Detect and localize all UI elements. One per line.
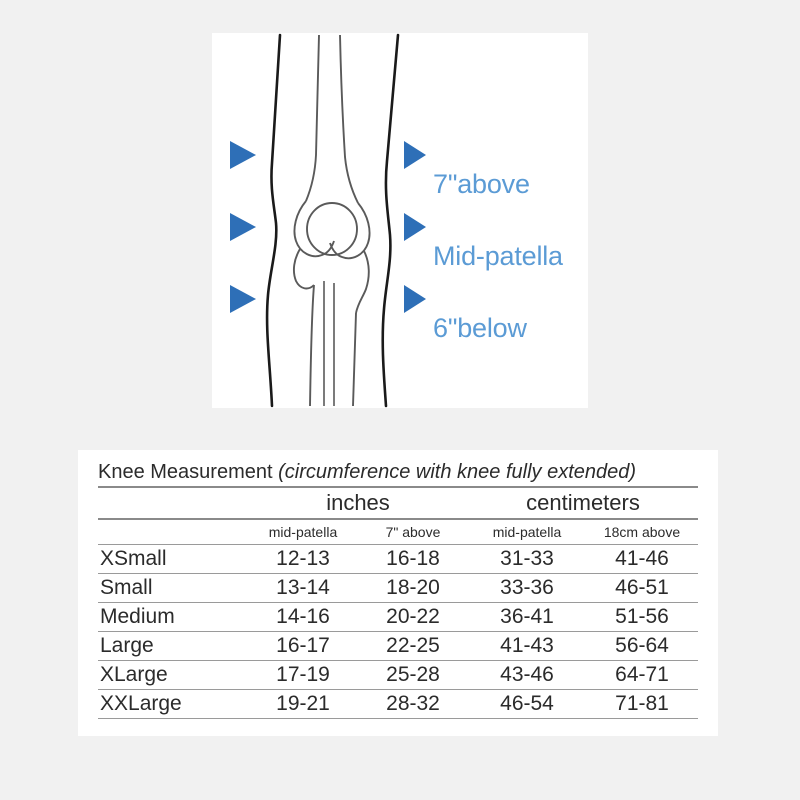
- cell-inches-7-above: 18-20: [358, 574, 468, 603]
- cell-cm-mid-patella: 46-54: [468, 690, 586, 719]
- row-size-label: XLarge: [98, 661, 248, 690]
- cell-inches-mid-patella: 14-16: [248, 603, 358, 632]
- group-header-centimeters: centimeters: [468, 487, 698, 519]
- cell-inches-7-above: 25-28: [358, 661, 468, 690]
- table-row: [98, 545, 698, 574]
- arrow-right-7-above: [230, 141, 256, 169]
- subheader-cm-18cm-above: 18cm above: [586, 519, 698, 545]
- leg-outline-left: [267, 35, 280, 406]
- cell-cm-18cm-above: 41-46: [586, 545, 698, 574]
- cell-inches-mid-patella: 12-13: [248, 545, 358, 574]
- table-row: [98, 632, 698, 661]
- cell-inches-mid-patella: 16-17: [248, 632, 358, 661]
- cell-cm-18cm-above: 64-71: [586, 661, 698, 690]
- arrow-left-7-above: [404, 141, 426, 169]
- knee-diagram-card: [212, 33, 588, 408]
- cell-cm-mid-patella: 41-43: [468, 632, 586, 661]
- cell-inches-7-above: 28-32: [358, 690, 468, 719]
- table-row: [98, 661, 698, 690]
- arrow-right-6-below: [230, 285, 256, 313]
- cell-cm-18cm-above: 56-64: [586, 632, 698, 661]
- cell-inches-7-above: 22-25: [358, 632, 468, 661]
- cell-cm-18cm-above: 71-81: [586, 690, 698, 719]
- row-size-label: Small: [98, 574, 248, 603]
- row-size-label: Large: [98, 632, 248, 661]
- cell-inches-7-above: 20-22: [358, 603, 468, 632]
- cell-cm-mid-patella: 36-41: [468, 603, 586, 632]
- label-7-above: 7"above: [433, 169, 530, 199]
- row-size-label: XXLarge: [98, 690, 248, 719]
- cell-inches-mid-patella: 17-19: [248, 661, 358, 690]
- subheader-inches-mid-patella: mid-patella: [248, 519, 358, 545]
- table-subheader-row: [98, 519, 698, 545]
- knee-measurement-table: [98, 456, 698, 719]
- table-row: [98, 690, 698, 719]
- label-mid-patella: Mid-patella: [433, 241, 563, 271]
- subheader-size: [98, 519, 248, 545]
- arrow-right-mid-patella: [230, 213, 256, 241]
- cell-inches-mid-patella: 13-14: [248, 574, 358, 603]
- size-chart-panel: [78, 450, 718, 736]
- group-header-inches: inches: [248, 487, 468, 519]
- femur-shaft-left: [306, 35, 319, 201]
- table-title-note: (circumference with knee fully extended): [278, 461, 637, 483]
- group-header-spacer: [98, 487, 248, 519]
- table-title-main: Knee Measurement: [98, 461, 279, 483]
- subheader-cm-mid-patella: mid-patella: [468, 519, 586, 545]
- cell-cm-18cm-above: 51-56: [586, 603, 698, 632]
- table-title-row: [98, 456, 698, 487]
- cell-inches-mid-patella: 19-21: [248, 690, 358, 719]
- cell-inches-7-above: 16-18: [358, 545, 468, 574]
- arrow-left-mid-patella: [404, 213, 426, 241]
- cell-cm-18cm-above: 46-51: [586, 574, 698, 603]
- table-row: [98, 574, 698, 603]
- row-size-label: Medium: [98, 603, 248, 632]
- cell-cm-mid-patella: 31-33: [468, 545, 586, 574]
- knee-diagram-svg: [212, 33, 588, 408]
- table-group-header-row: [98, 487, 698, 519]
- femur-shaft-right: [340, 35, 358, 203]
- tibia-plateau-lateral: [356, 251, 369, 313]
- subheader-inches-7-above: 7" above: [358, 519, 468, 545]
- table-title: [98, 456, 698, 487]
- cell-cm-mid-patella: 43-46: [468, 661, 586, 690]
- row-size-label: XSmall: [98, 545, 248, 574]
- cell-cm-mid-patella: 33-36: [468, 574, 586, 603]
- label-6-below: 6"below: [433, 313, 527, 343]
- table-row: [98, 603, 698, 632]
- arrow-left-6-below: [404, 285, 426, 313]
- leg-outline-right: [383, 35, 398, 406]
- tibia-shaft-right: [353, 313, 356, 406]
- tibia-shaft-left: [310, 285, 314, 406]
